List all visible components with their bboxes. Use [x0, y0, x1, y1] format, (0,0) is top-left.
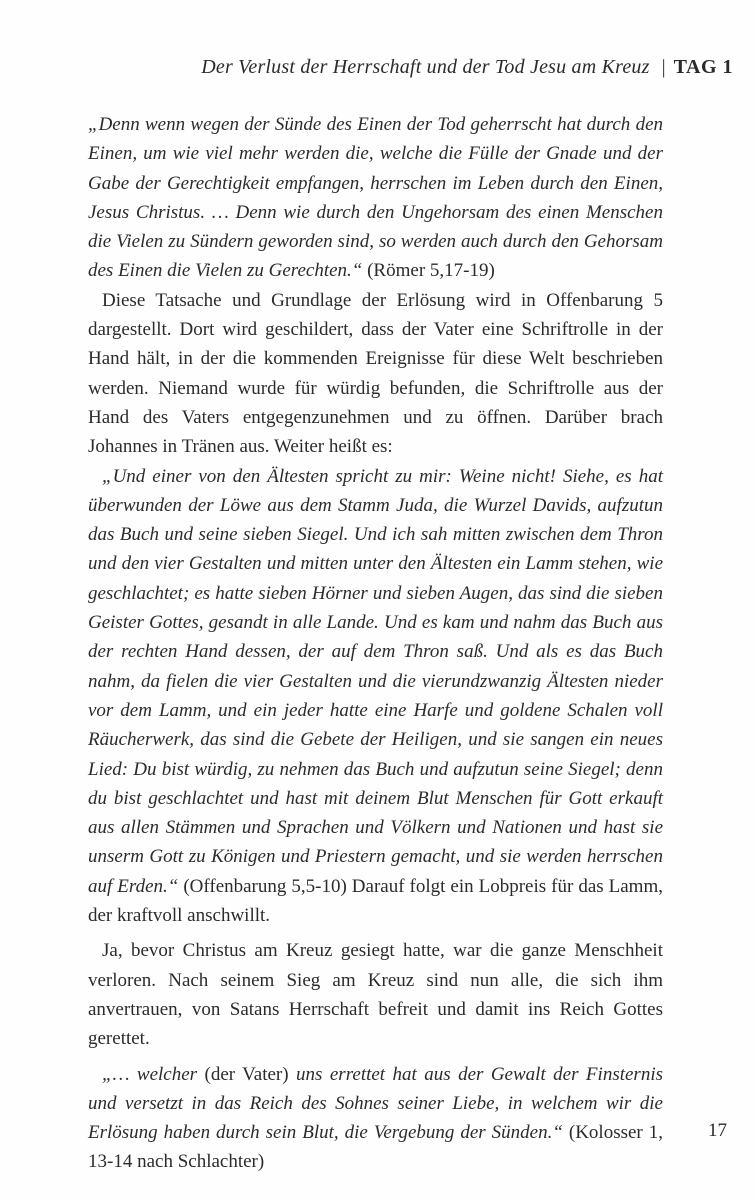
quote-reference: (Römer 5,17-19) [362, 260, 495, 282]
paragraph-revelation-quote [88, 462, 663, 931]
paragraph-humanity: Ja, bevor Christus am Kreuz gesiegt hatte, war die ganze Menschheit verloren. Nach seinem Sieg am Kreuz sind nun alle, die sich ihm anvertrauen, von Satans Herrschaft befreit und damit ins Reich Gottes gerettet. [88, 940, 663, 1050]
body-text [88, 110, 663, 1177]
page-number: 17 [708, 1120, 727, 1141]
paragraph-colossians-quote [88, 1060, 663, 1177]
quote-reference: (Kolosser 1, 13-14 nach Schlachter) [88, 1122, 663, 1173]
paragraph-revelation-intro: Diese Tatsache und Grundlage der Erlösung wird in Offenbarung 5 dargestellt. Dort wird geschildert, dass der Vater eine Schriftrolle in der Hand hält, in der die kommenden Ereignisse für diese Welt beschrieben werden. Niemand wurde für würdig befunden, die Schriftrolle aus der Hand des Vaters entgegenzunehmen und zu öffnen. Darüber brach Johannes in Tränen aus. Weiter heißt es: [88, 289, 663, 458]
paragraph-romans-quote [88, 110, 663, 286]
quote-reference: (Offenbarung 5,5-10) Darauf folgt ein Lobpreis für das Lamm, der kraftvoll anschwillt. [88, 875, 663, 927]
quote-text-start: „… welcher [102, 1063, 198, 1085]
quote-text: „Und einer von den Ältesten spricht zu mir: Weine nicht! Siehe, es hat überwunden der Löwe aus dem Stamm Juda, die Wurzel Davids, aufzutun das Buch und seine sieben Siegel. Und ich sah mitten zwischen dem Thron und den vier Gestalten und mitten unter den Ältesten ein Lamm stehen, wie geschlachtet; es hatte sieben Hörner und sieben Augen, das sind die sieben Geister Gottes, gesandt in alle Lande. Und es kam und nahm das Buch aus der rechten Hand dessen, der auf dem Thron saß. Und als es das Buch nahm, da fielen die vier Gestalten und die vierundzwanzig Ältesten nieder vor dem Lamm, und ein jeder hatte eine Harfe und goldene Schalen voll Räucherwerk, das sind die Gebete der Heiligen, und sie sangen ein neues Lied: Du bist würdig, zu nehmen das Buch und aufzutun seine Siegel; denn du bist geschlachtet und hast mit deinem Blut Menschen für Gott erkauft aus allen Stämmen und Sprachen und Völkern und Nationen und hast sie unserm Gott zu Königen und Priestern gemacht, und sie werden herrschen auf Erden.“ [88, 465, 663, 897]
day-tag: TAG 1 [673, 56, 733, 78]
chapter-title: Der Verlust der Herrschaft und der Tod Jesu am Kreuz [201, 56, 650, 78]
running-header [201, 56, 733, 79]
quote-text: „Denn wenn wegen der Sünde des Einen der Tod geherrscht hat durch den Einen, um wie viel mehr werden die, welche die Fülle der Gnade und der Gabe der Gerechtigkeit empfangen, herrschen im Leben durch den Einen, Jesus Christus. … Denn wie durch den Ungehorsam des einen Menschen die Vielen zu Sündern geworden sind, so werden auch durch den Gehorsam des Einen die Vielen zu Gerechten.“ [88, 114, 663, 282]
quote-insertion: (der Vater) [197, 1063, 297, 1085]
quote-text-end: uns errettet hat aus der Gewalt der Finsternis und versetzt in das Reich des Sohnes seiner Liebe, in welchem wir die Erlösung haben durch sein Blut, die Vergebung der Sünden.“ [88, 1063, 663, 1144]
header-separator: | [661, 56, 666, 78]
